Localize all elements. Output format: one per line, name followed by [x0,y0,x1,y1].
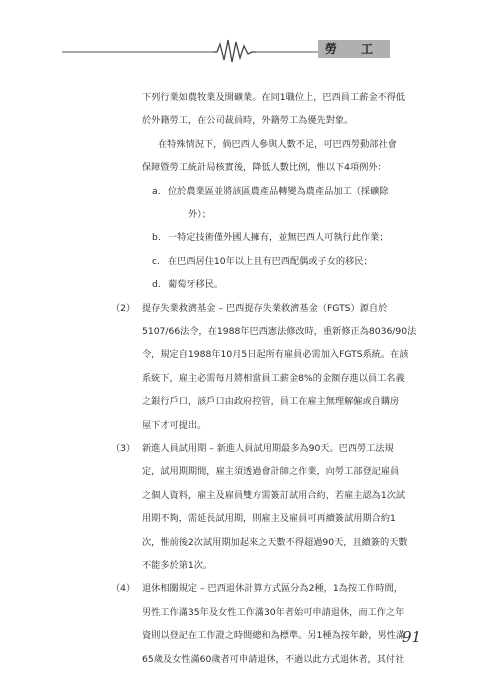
paragraph-line: 於外籍勞工，在公司裁員時，外籍勞工為優先對象。 [142,115,354,127]
section-text-line: 不能多於第1次。 [142,560,213,571]
section-text-line: 屋下才可提出。 [142,419,207,431]
section-number: （2） [111,302,136,314]
paragraph-line: 在特殊情況下，倘巴西人參與人數不足，可巴西勞動部社會 [158,138,397,150]
section-text-line: 用期不夠，需延長試用期，則雇主及雇員可再續簽試用期合約1 [142,513,396,525]
list-marker: a. [152,185,161,197]
paragraph-line: 下列行業如農牧業及開礦業。在同1職位上，巴西員工薪金不得低 [142,92,406,103]
section-number: （4） [111,583,136,595]
section-text-line: 資則以登記在工作證之時間總和為標準。另1種為按年齡，男性滿 [142,630,406,642]
list-item-line: 位於農業區並將該區農產品轉變為農產品加工（採礦除 [168,185,389,197]
paragraph-line: 保障暨勞工統計局核實後，降低人數比例，惟以下4項例外： [142,162,387,174]
section-text-line: 退休相關規定 – 巴西退休計算方式區分為2種，1為按工作時間， [142,583,403,595]
list-item-line: 在巴西居住10年以上且有巴西配偶或子女的移民； [168,255,373,267]
list-marker: d. [152,279,161,291]
section-text-line: 次，惟前後2次試用期加起來之天數不得超過90天，且續簽的天數 [142,536,408,548]
section-number: （3） [111,443,136,454]
section-text-line: 之個人資料，雇主及雇員雙方需簽訂試用合約，若雇主認為1次試 [142,489,406,501]
section-text-line: 5107/66法令，在1988年巴西憲法修改時，重新修正為8036/90法 [142,326,417,337]
section-text-line: 系統下，雇主必需每月將相當員工薪金8%的金額存進以員工名義 [142,372,405,384]
page-number: 91 [402,628,422,646]
section-text-line: 提存失業救濟基金 – 巴西提存失業救濟基金（FGTS）源自於 [142,302,388,314]
section-text-line: 男性工作滿35年及女性工作滿30年者始可申請退休，而工作之年 [142,606,405,618]
section-text-line: 定，試用期期間，雇主須透過會計師之作業，向勞工部登記雇員 [142,466,400,478]
section-text-line: 之銀行戶口，該戶口由政府控管，員工在雇主無理解僱或自購房 [142,396,400,408]
list-item-line: 外）； [188,209,211,220]
section-text-line: 令，規定自1988年10月5日起所有雇員必需加入FGTS系統。在該 [142,349,409,361]
list-item-line: 一特定技術僅外國人擁有，並無巴西人可執行此作業； [168,232,389,244]
list-marker: c. [152,255,160,267]
list-marker: b. [152,232,161,244]
section-text-line: 65歲及女性滿60歲者可申請退休，不過以此方式退休者，其付社 [142,653,405,665]
section-title: 勞 工 [324,42,379,56]
list-item-line: 葡萄牙移民。 [168,279,224,291]
section-text-line: 新進人員試用期 – 新進人員試用期最多為90天。巴西勞工法規 [142,443,394,454]
